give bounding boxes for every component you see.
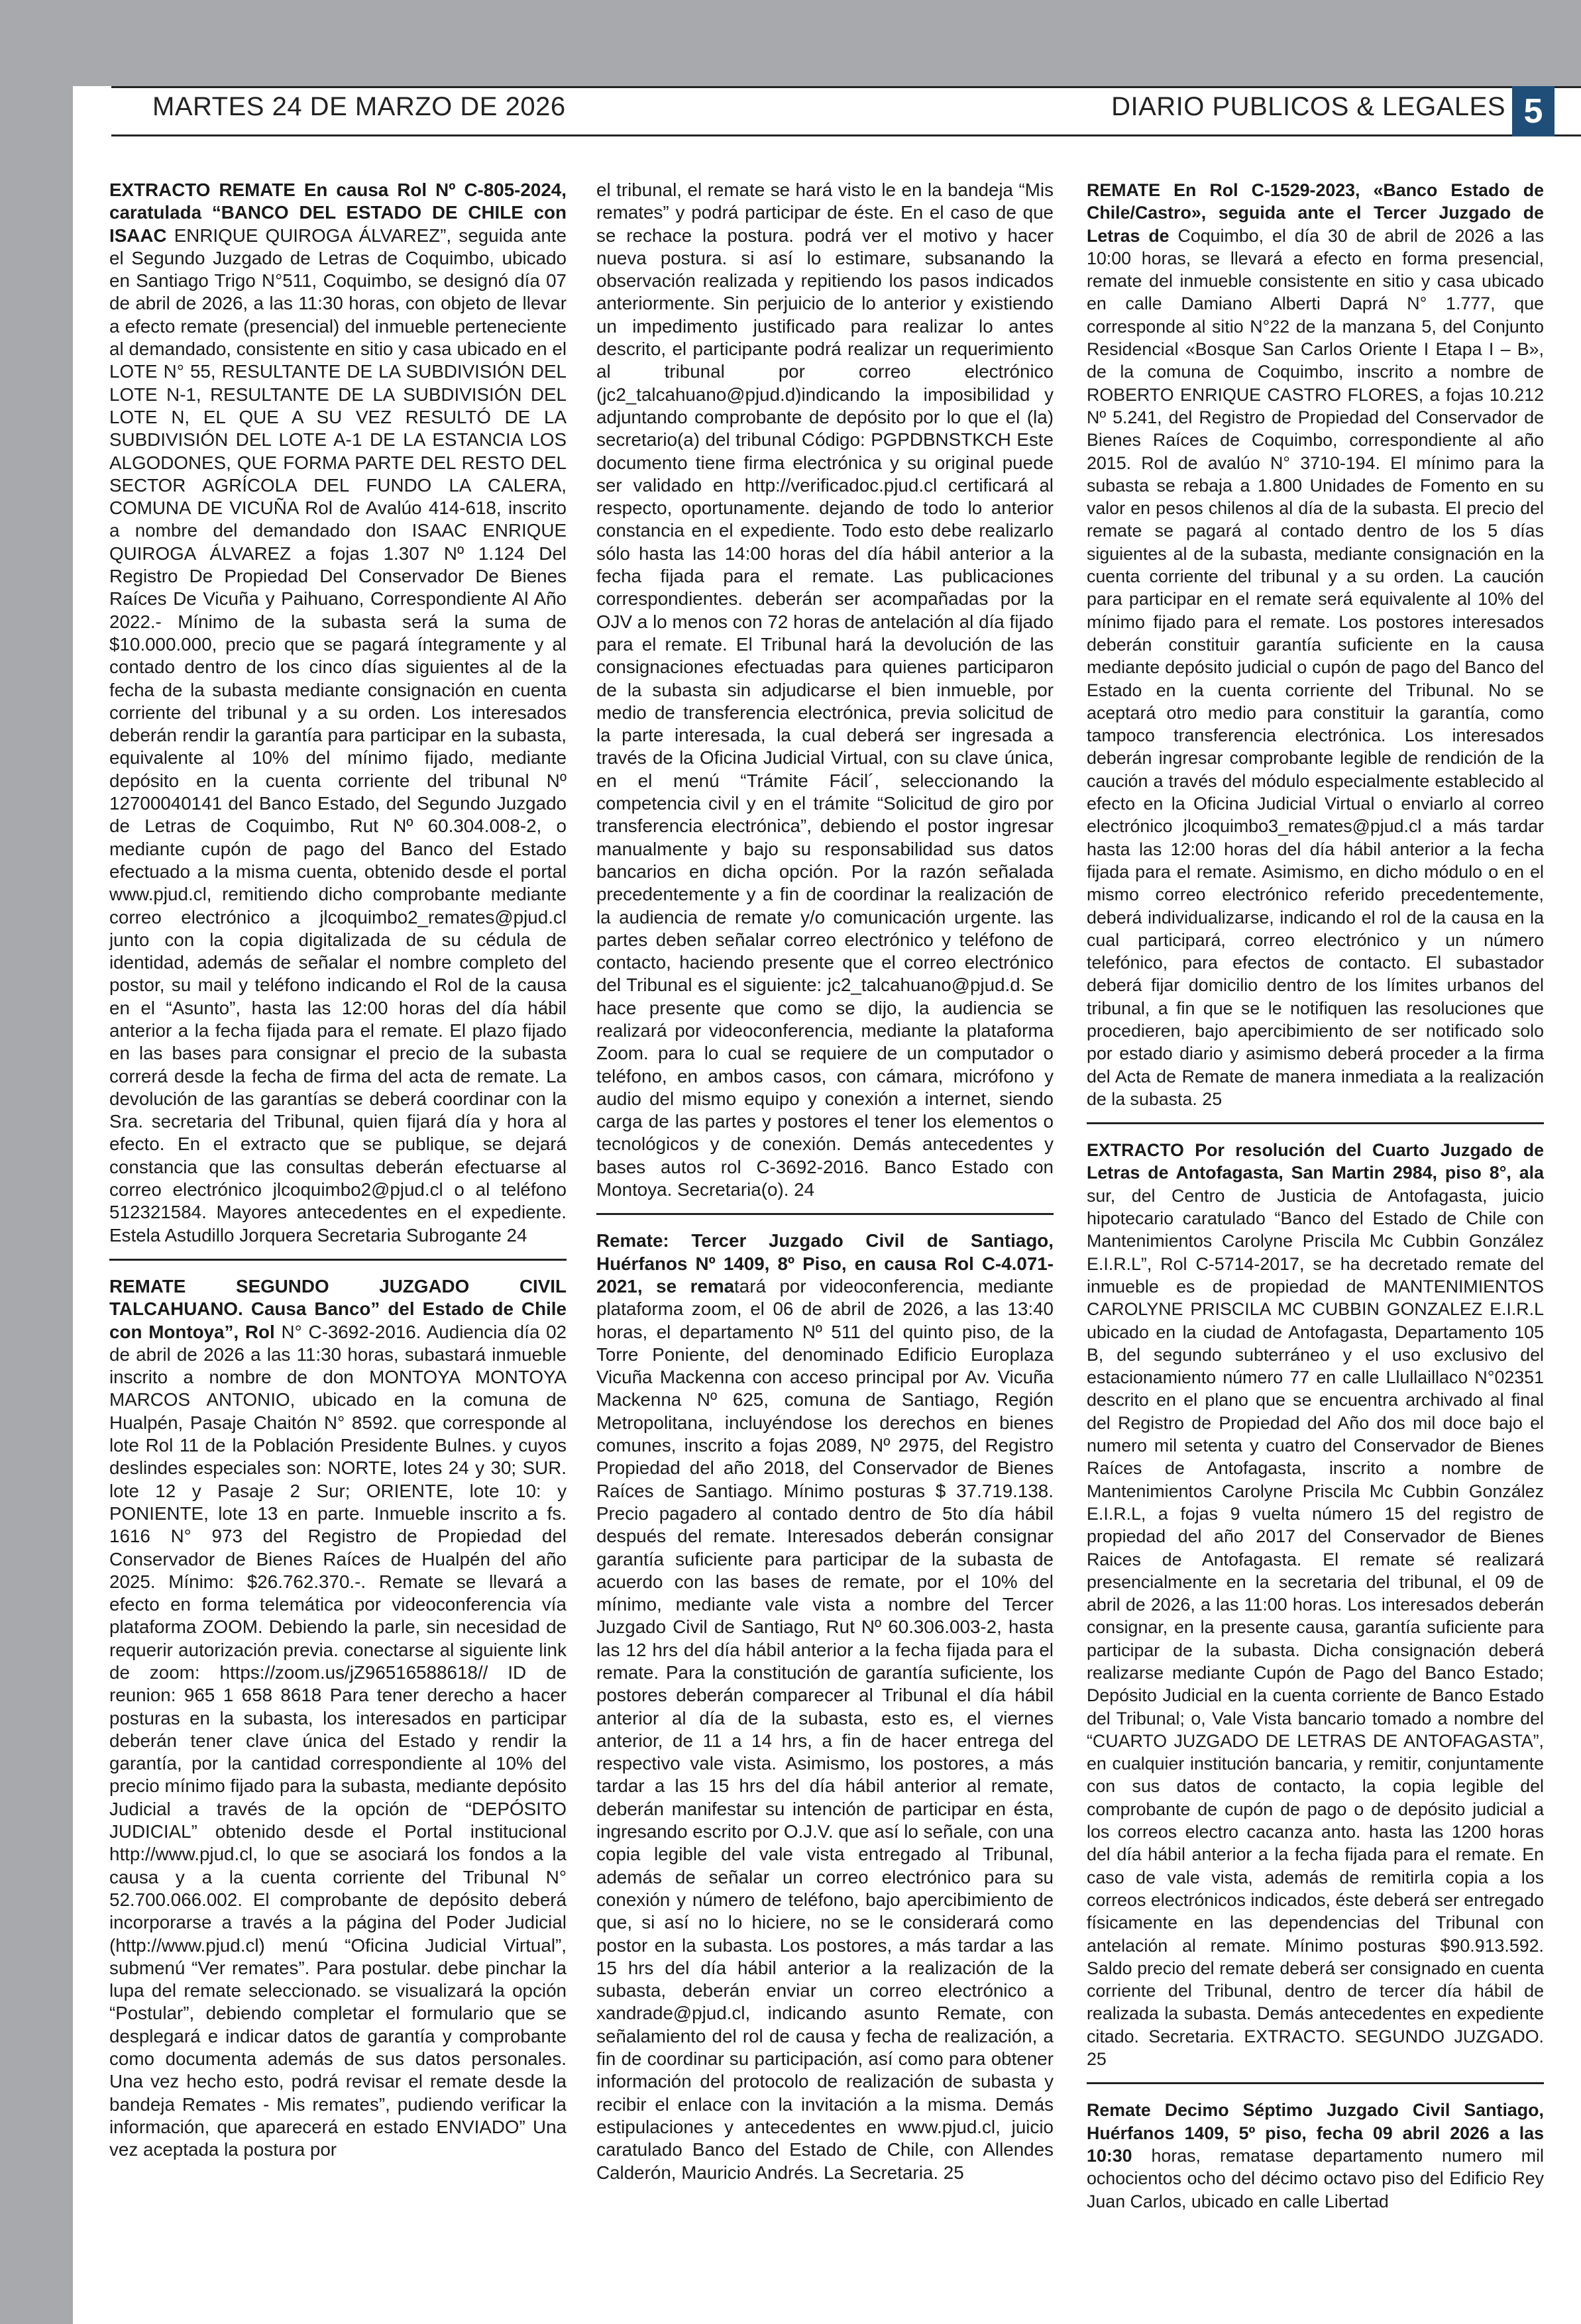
notice-remate-castro [1087,179,1544,1110]
notice-divider [1087,1122,1544,1124]
notice-body: tará por videoconferencia, mediante plataforma zoom, el 06 de abril de 2026, a las 13:40 horas, el departamento Nº 511 del quinto piso, de la Torre Poniente, del denominado Edificio Europlaza Vicuña Mackenna con acceso principal por Av. Vicuña Mackenna Nº 625, comuna de Santiago, Región Metropolitana, incluyéndose los derechos en bienes comunes, inscrito a fojas 2089, Nº 2975, del Registro Propiedad del año 2018, del Conservador de Bienes Raíces de Santiago. Mínimo posturas $ 37.719.138. Precio pagadero al contado dentro de 5to día hábil después del remate. Interesados deberán consignar garantía suficiente para participar de la subasta de acuerdo con las bases de remate, por el 10% del mínimo, mediante vale vista a nombre del Tercer Juzgado Civil de Santiago, Rut Nº 60.306.003-2, hasta las 12 hrs del día hábil anterior a la fecha fijada para el remate. Para la constitución de garantía suficiente, los postores deberán comparecer al Tribunal el día hábil anterior al día de la subasta, esto es, el viernes anterior, de 11 a 14 hrs, a fin de hacer entrega del respectivo vale vista. Asimismo, los postores, a más tardar a las 15 hrs del día hábil anterior al remate, deberán manifestar su intención de participar en ésta, ingresando escrito por O.J.V. que así lo señale, con una copia legible del vale vista entregado al Tribunal, además de señalar un correo electrónico para su conexión y número de teléfono, bajo apercibimiento de que, si así no lo hiciere, no se le considerará como postor en la subasta. Los postores, a más tardar a las 15 hrs del día hábil anterior a la realización de la subasta, deberán enviar un correo electrónico a xandrade@pjud.cl, indicando asunto Remate, con señalamiento del rol de causa y fecha de realización, a fin de coordinar su participación, así como para obtener información del protocolo de realización de subasta y recibir el enlace con la invitación a la misma. Demás estipulaciones y antecedentes en www.pjud.cl, juicio caratulado Banco del Estado de Chile, con Allendes Calderón, Mauricio Andrés. La Secretaria. 25 [596,1275,1054,2183]
notice-divider [109,1259,567,1261]
notice-divider [1087,2082,1544,2084]
notice-extracto-antofagasta [1087,1139,1544,2070]
notice-remate-montoya [109,1275,567,2162]
page-number-badge: 5 [1512,86,1554,136]
notice-remate-decimo-septimo [1087,2099,1544,2212]
notice-lead: REMATE En Rol C-1529-2023, «Banco Estado de Chile/Castro», seguida ante el Tercer Juzgado de Letras de [1087,180,1544,246]
notice-body: N° C-3692-2016. Audiencia día 02 de abril de 2026 a las 11:30 horas, subastará inmueble inscrito a nombre de don MONTOYA MONTOYA MARCOS ANTONIO, ubicado en la comuna de Hualpén, Pasaje Chaitón N° 8592. que corresponde al lote Rol 11 de la Población Presidente Bulnes. y cuyos deslindes especiales son: NORTE, lotes 24 y 30; SUR. lote 12 y Pasaje 2 Sur; ORIENTE, lote 10: y PONIENTE, lote 13 en parte. Inmueble inscrito a fs. 1616 N° 973 del Registro de Propiedad del Conservador de Bienes Raíces de Hualpén del año 2025. Mínimo: $26.762.370.-. Remate se llevará a efecto en forma telemática por videoconferencia vía plataforma ZOOM. Debiendo la parle, sin necesidad de requerir autorización previa. conectarse al siguiente link de zoom: https://zoom.us/jZ96516588618// ID de reunion: 965 1 658 8618 Para tener derecho a hacer posturas en la subasta, los interesados en participar deberán tener clave única del Estado y rendir la garantía, por la cantidad correspondiente al 10% del precio mínimo fijado para la subasta, mediante depósito Judicial a través de la opción de “DEPÓSITO JUDICIAL” obtenido desde el Portal institucional http://www.pjud.cl, lo que se asociará los fondos a la causa y a la cuenta corriente del Tribunal N° 52.700.066.002. El comprobante de depósito deberá incorporarse a través a la página del Poder Judicial (http://www.pjud.cl) menú “Oficina Judicial Virtual”, submenú “Ver remates”. Para postular. debe pinchar la lupa del remate seleccionado. se visualizará la opción “Postular”, debiendo completar el formulario que se desplegará e indicar datos de garantía y comprobante como documenta además de sus datos personales. Una vez hecho esto, podrá revisar el remate desde la bandeja Remates - Mis remates”, pudiendo verificar la información, que aparecerá en estado ENVIADO” Una vez aceptada la postura por [109,1321,567,2160]
notice-lead: Remate: Tercer Juzgado Civil de Santiago, Huérfanos Nº 1409, 8º Piso, en causa Rol C-4.071-2021, se rema [596,1230,1054,1296]
notice-remate-quiroga [109,179,567,1247]
notice-body: horas, rematase departamento numero mil ochocientos ocho del décimo octavo piso del Edificio Rey Juan Carlos, ubicado en calle Libertad [1087,2145,1544,2211]
issue-date: MARTES 24 DE MARZO DE 2026 [152,92,566,121]
notice-lead: Remate Decimo Séptimo Juzgado Civil Santiago, Huérfanos 1409, 5º piso, fecha 09 abril 2026 a las 10:30 [1087,2100,1544,2166]
column-2 [596,179,1054,2184]
newspaper-page [73,86,1581,2324]
notice-body: el tribunal, el remate se hará visto le en la bandeja “Mis remates” y podrá participar de éste. En el caso de que se rechace la postura. podrá ver el motivo y hacer nueva postura. si así lo estimare, subsanando la observación realizada y repitiendo los pasos indicados anteriormente. Sin perjuicio de lo anterior y existiendo un impedimento justificado para realizar lo antes descrito, el participante podrá realizar un requerimiento al tribunal por correo electrónico (jc2_talcahuano@pjud.d)indicando la imposibilidad y adjuntando comprobante de depósito por lo que el (la) secretario(a) del tribunal Código: PGPDBNSTKCH Este documento tiene firma electrónica y su original puede ser validado en http://verificadoc.pjud.cl certificará al respecto, oportunamente. dejando de todo lo anterior constancia en el expediente. Todo esto debe realizarlo sólo hasta las 14:00 horas del día hábil anterior a la fecha fijada para el remate. Las publicaciones correspondientes. deberán ser acompañadas por la OJV a lo menos con 72 horas de antelación al día fijado para el remate. El Tribunal hará la devolución de las consignaciones efectuadas para quienes participaron de la subasta sin adjudicarse el bien inmueble, por medio de transferencia electrónica, previa solicitud de la parte interesada, la cual deberá ser ingresada a través de la Oficina Judicial Virtual, con su clave única, en el menú “Trámite Fácil´, seleccionando la competencia civil y en el trámite “Solicitud de giro por transferencia electrónica”, debiendo el postor ingresar manualmente y bajo su responsabilidad sus datos bancarios en dicha opción. Por la razón señalada precedentemente y a fin de coordinar la realización de la audiencia de remate y/o comunicación urgente. las partes deben señalar correo electrónico y teléfono de contacto, haciendo presente que el correo electrónico del Tribunal es el siguiente: jc2_talcahuano@pjud.d. Se hace presente que como se dijo, la audiencia se realizará por videoconferencia, mediante la plataforma Zoom. para lo cual se requiere de un computador o teléfono, en ambos casos, con cámara, micrófono y audio del mismo equipo y conexión a internet, siendo carga de las partes y postores el tener los elementos o tecnológicos y de conexión. Demás antecedentes y bases autos rol C-3692-2016. Banco Estado con Montoya. Secretaria(o). 24 [596,180,1054,1200]
page-header [111,86,1581,136]
notice-lead: EXTRACTO Por resolución del Cuarto Juzgado de Letras de Antofagasta, San Martin 2984, piso 8°, ala [1087,1140,1544,1183]
column-1 [109,179,567,2162]
notice-lead: EXTRACTO REMATE En causa Rol Nº C-805-2024, caratulada “BANCO DEL ESTADO DE CHILE con ISAAC [109,180,567,246]
notice-remate-tercer-juzgado-santiago [596,1230,1054,2184]
publication-title: DIARIO PUBLICOS & LEGALES [1111,92,1505,121]
notice-body: Coquimbo, el día 30 de abril de 2026 a las 10:00 horas, se llevará a efecto en forma presencial, remate del inmueble consistente en sitio y casa ubicado en calle Damiano Alberti Daprá N° 1.777, que corresponde al sitio N°22 de la manzana 5, del Conjunto Residencial «Bosque San Carlos Oriente I Etapa I – B», de la comuna de Coquimbo, inscrito a nombre de ROBERTO ENRIQUE CASTRO FLORES, a fojas 10.212 Nº 5.241, del Registro de Propiedad del Conservador de Bienes Raíces de Coquimbo, correspondiente al año 2015. Rol de avalúo N° 3710-194. El mínimo para la subasta se rebaja a 1.800 Unidades de Fomento en su valor en pesos chilenos al día de la subasta. El precio del remate se pagará al contado dentro de los 5 días siguientes al de la subasta, mediante consignación en la cuenta corriente del tribunal y a su orden. La caución para participar en el remate será equivalente al 10% del mínimo fijado para el remate. Los postores interesados deberán constituir garantía suficiente en la causa mediante depósito judicial o cupón de pago del Banco del Estado en la cuenta corriente del Tribunal. No se aceptará otro medio para constituir la garantía, como tampoco transferencia electrónica. Los interesados deberán ingresar comprobante legible de rendición de la caución a través del módulo especialmente establecido al efecto en la Oficina Judicial Virtual o enviarlo al correo electrónico jlcoquimbo3_remates@pjud.cl a más tardar hasta las 12:00 horas del día hábil anterior a la fecha fijada para el remate. Asimismo, en dicho módulo o en el mismo correo electrónico referido precedentemente, deberá individualizarse, indicando el rol de la causa en la cual participará, correo electrónico y un número telefónico, para efectos de contacto. El subastador deberá fijar domicilio dentro de los límites urbanos del tribunal, a fin que se le notifiquen las resoluciones que procedieren, bajo apercibimiento de ser notificado solo por estado diario y asimismo deberá proceder a la firma del Acta de Remate de manera inmediata a la realización de la subasta. 25 [1087,225,1544,1109]
notice-lead: REMATE SEGUNDO JUZGADO CIVIL TALCAHUANO. Causa Banco” del Estado de Chile con Montoya”, Rol [109,1275,567,1342]
notice-body: ENRIQUE QUIROGA ÁLVAREZ”, seguida ante el Segundo Juzgado de Letras de Coquimbo, ubicado en Santiago Trigo N°511, Coquimbo, se designó día 07 de abril de 2026, a las 11:30 horas, con objeto de llevar a efecto remate (presencial) del inmueble perteneciente al demandado, consistente en sitio y casa ubicado en el LOTE N° 55, RESULTANTE DE LA SUBDIVISIÓN DEL LOTE N-1, RESULTANTE DE LA SUBDIVISIÓN DEL LOTE N, EL QUE A SU VEZ RESULTÓ DE LA SUBDIVISIÓN DEL LOTE A-1 DE LA ESTANCIA LOS ALGODONES, QUE FORMA PARTE DEL RESTO DEL SECTOR AGRÍCOLA DEL FUNDO LA CALERA, COMUNA DE VICUÑA Rol de Avalúo 414-618, inscrito a nombre del demandado don ISAAC ENRIQUE QUIROGA ÁLVAREZ a fojas 1.307 Nº 1.124 Del Registro De Propiedad Del Conservador De Bienes Raíces De Vicuña y Paihuano, Correspondiente Al Año 2022.- Mínimo de la subasta será la suma de $10.000.000, precio que se pagará íntegramente y al contado dentro de los cinco días siguientes al de la fecha de la subasta mediante consignación en cuenta corriente del tribunal y a su orden. Los interesados deberán rendir la garantía para participar en la subasta, equivalente al 10% del mínimo fijado, mediante depósito en la cuenta corriente del tribunal Nº 12700040141 del Banco Estado, del Segundo Juzgado de Letras de Coquimbo, Rut Nº 60.304.008-2, o mediante cupón de pago del Banco del Estado efectuado a la misma cuenta, obtenido desde el portal www.pjud.cl, remitiendo dicho comprobante mediante correo electrónico a jlcoquimbo2_remates@pjud.cl junto con la copia digitalizada de su cédula de identidad, además de señalar el nombre completo del postor, su mail y teléfono indicando el Rol de la causa en el “Asunto”, hasta las 12:00 horas del día hábil anterior a la fecha fijada para el remate. El plazo fijado en las bases para consignar el precio de la subasta correrá desde la fecha de firma del acta de remate. La devolución de las garantías se deberá coordinar con la Sra. secretaria del Tribunal, quien fijará día y hora al efecto. En el extracto que se publique, se dejará constancia que las consultas deberán efectuarse al correo electrónico jlcoquimbo2@pjud.cl o al teléfono 512321584. Mayores antecedentes en el expediente. Estela Astudillo Jorquera Secretaria Subrogante 24 [109,225,567,1245]
notice-divider [596,1213,1054,1215]
notice-remate-montoya-continued [596,179,1054,1201]
column-3 [1087,179,1544,2213]
notice-body: sur, del Centro de Justicia de Antofagasta, juicio hipotecario caratulado “Banco del Estado de Chile con Mantenimientos Carolyne Priscila Mc Cubbin González E.I.R.L”, Rol C-5714-2017, se ha decretado remate del inmueble es de propiedad de MANTENIMIENTOS CAROLYNE PRISCILA MC CUBBIN GONZALEZ E.I.R.L ubicado en la ciudad de Antofagasta, Departamento 105 B, del segundo subterráneo y el uso exclusivo del estacionamiento número 77 en calle Llullaillaco N°02351 descrito en el plano que se encuentra archivado al final del Registro de Propiedad del Año dos mil doce bajo el numero mil setenta y cuatro del Conservador de Bienes Raíces de Antofagasta, inscrito a nombre de Mantenimientos Carolyne Priscila Mc Cubbin González E.I.R.L, a fojas 9 vuelta número 15 del registro de propiedad del año 2017 del Conservador de Bienes Raices de Antofagasta. El remate sé realizará presencialmente en la secretaria del tribunal, el 09 de abril de 2026, a las 11:00 horas. Los interesados deberán consignar, en la presente causa, garantía suficiente para participar de la subasta. Dicha consignación deberá realizarse mediante Cupón de Pago del Banco Estado; Depósito Judicial en la cuenta corriente de Banco Estado del Tribunal; o, Vale Vista bancario tomado a nombre del “CUARTO JUZGADO DE LETRAS DE ANTOFAGASTA”, en cualquier institución bancaria, y remitir, conjuntamente con sus datos de contacto, la copia legible del comprobante de cupón de pago o de depósito judicial a los correos electro cacanza anto. hasta las 1200 horas del día hábil anterior a la fecha fijada para el remate. En caso de vale vista, además de remitirla copia a los correos electrónicos indicados, éste deberá ser entregado físicamente en las dependencias del Tribunal con antelación al remate. Mínimo posturas $90.913.592. Saldo precio del remate deberá ser consignado en cuenta corriente del Tribunal, dentro de tercer día hábil de realizada la subasta. Demás antecedentes en expediente citado. Secretaria. EXTRACTO. SEGUNDO JUZGADO. 25 [1087,1185,1544,2070]
